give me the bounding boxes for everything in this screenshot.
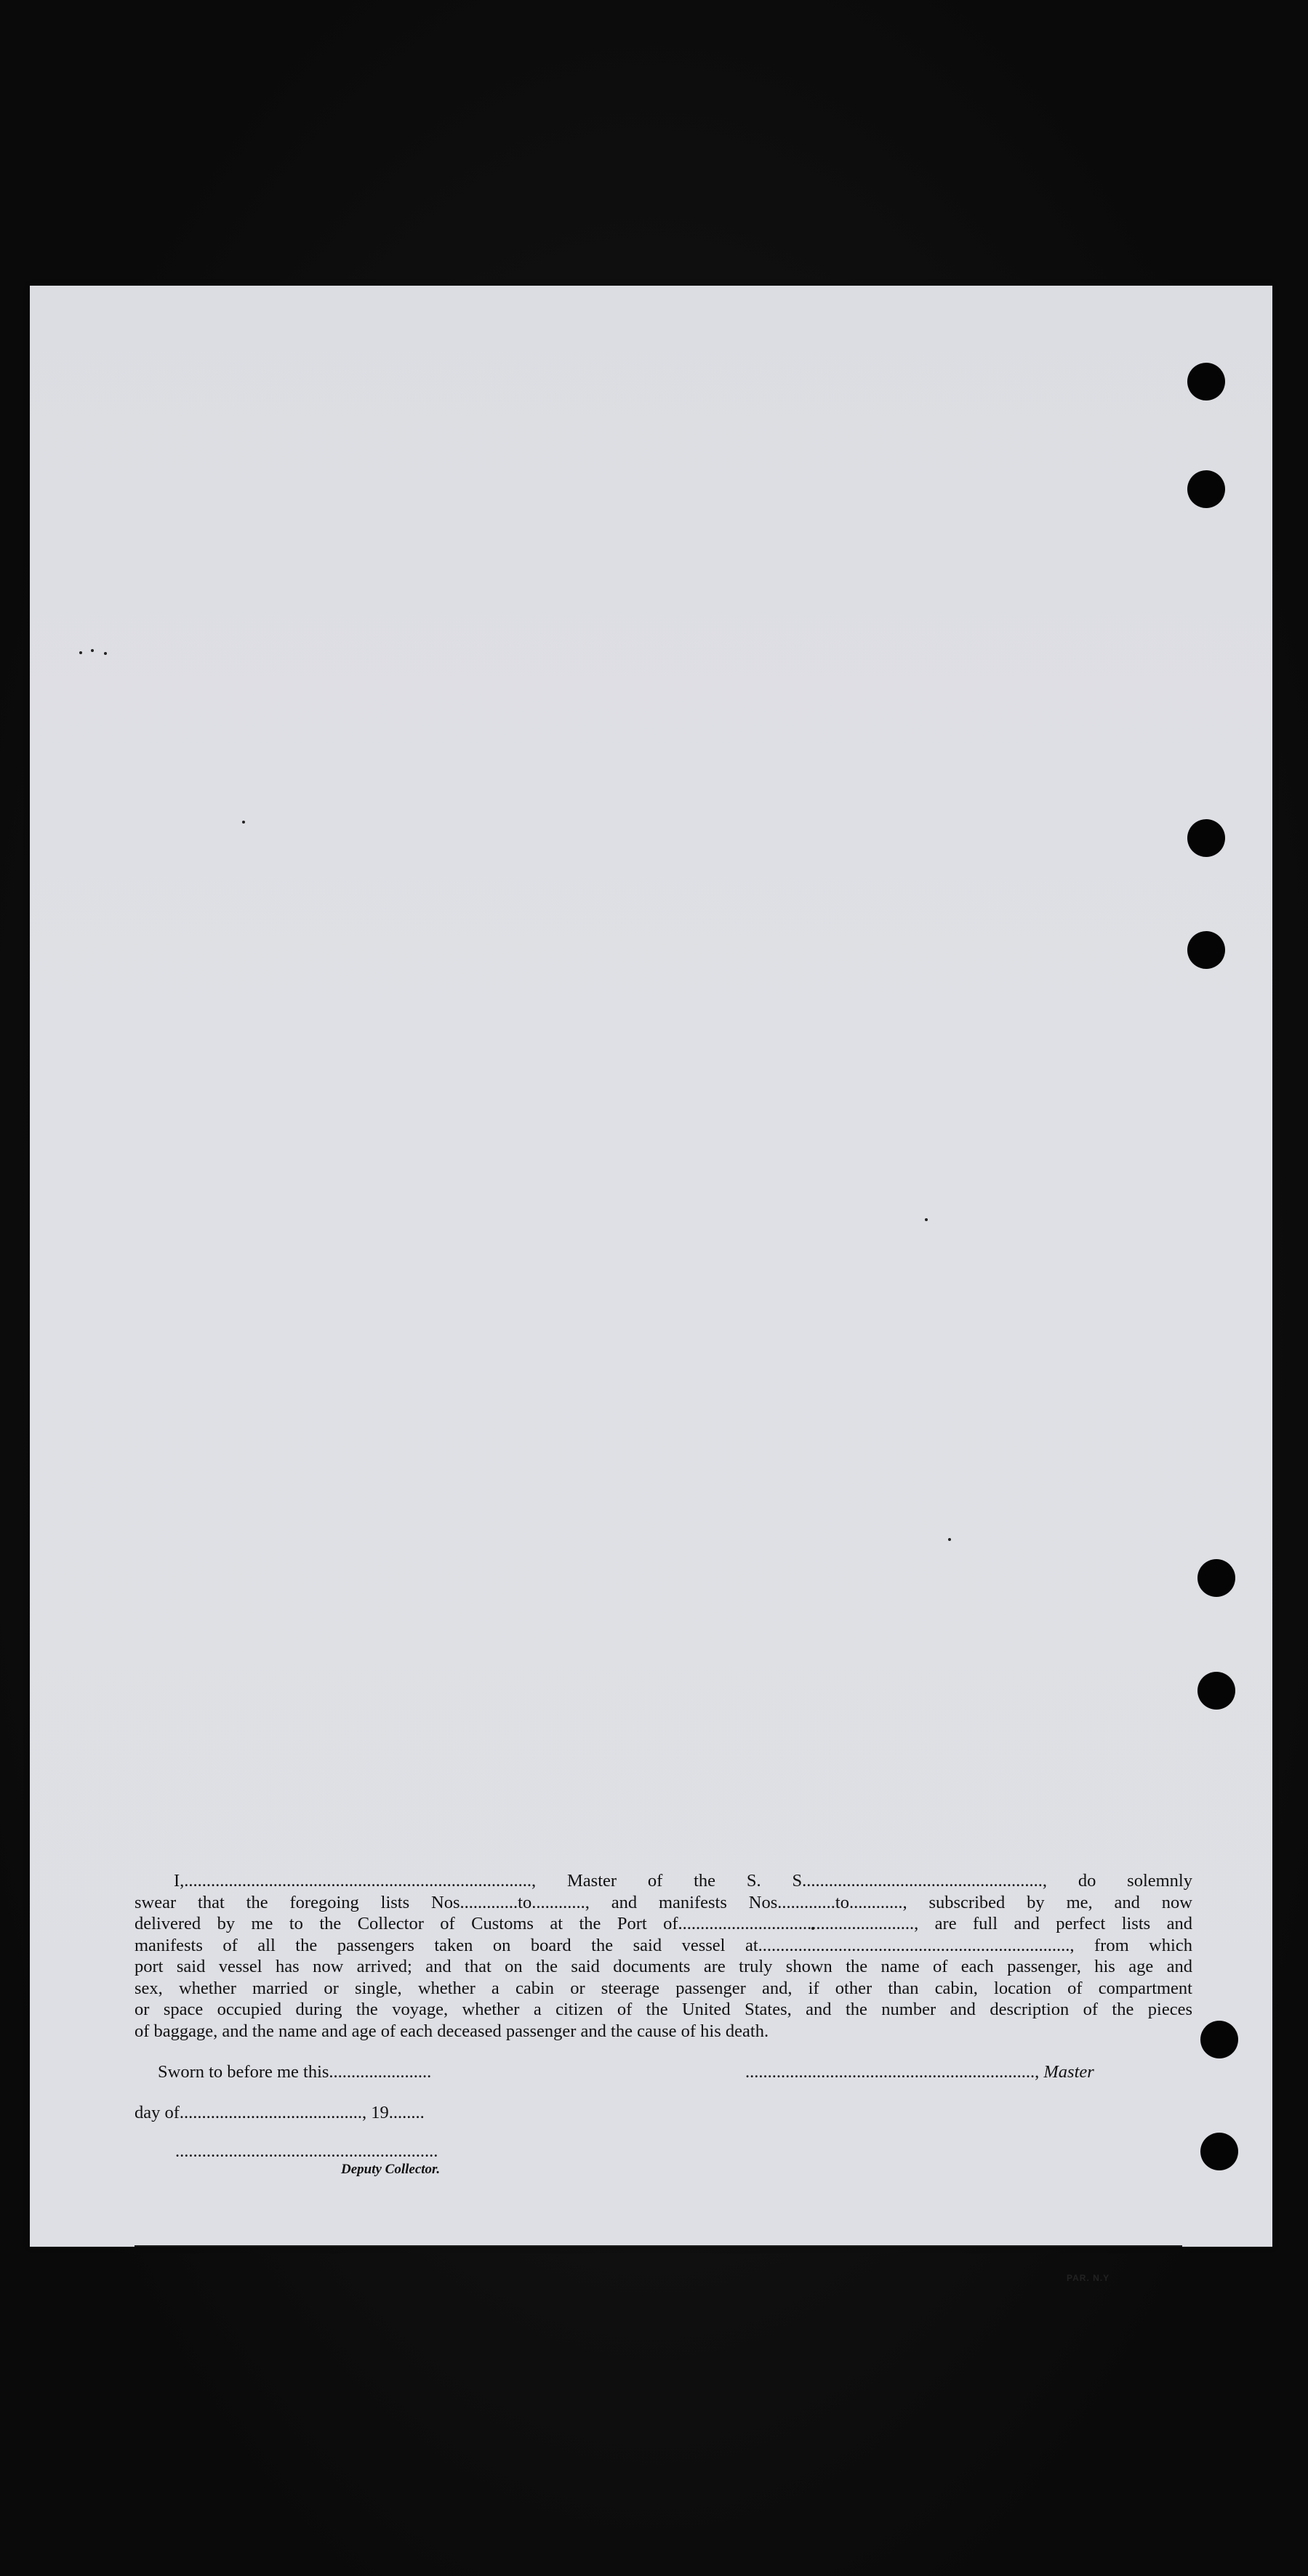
punch-hole	[1187, 470, 1225, 508]
deputy-collector-label: Deputy Collector.	[341, 2162, 441, 2177]
scan-speck	[242, 821, 245, 824]
deputy-signature-line: ...........................................................	[175, 2141, 438, 2161]
oath-line-5: port said vessel has now arrived; and that on the said documents are truly shown the name of each passenger, his age and	[135, 1957, 1192, 1976]
scan-speck	[91, 649, 94, 652]
oath-line-7: or space occupied during the voyage, whether a citizen of the United States, and the number and description of the pieces	[135, 2000, 1192, 2019]
oath-line-1	[135, 1870, 1192, 1892]
horizontal-rule	[135, 2245, 1182, 2247]
scan-speck	[948, 1538, 951, 1541]
punch-hole	[1200, 2133, 1238, 2170]
scan-speck	[79, 651, 82, 654]
master-oath-paragraph	[135, 1870, 1192, 2042]
oath-line-2: swear that the foregoing lists Nos.............to............, and manifests Nos.............to............, subscribed by me, and now	[135, 1892, 1192, 1912]
oath-line-3: delivered by me to the Collector of Customs at the Port of....................................................., are full and perfect lists and	[135, 1914, 1192, 1933]
master-signature-dots: .................................................................,	[745, 2062, 1044, 2082]
day-of-line: day of........................................., 19........	[135, 2103, 425, 2122]
sworn-before-line: Sworn to before me this.......................	[158, 2062, 432, 2082]
scan-speck	[104, 652, 107, 655]
oath-line-1-text: I,.............................................................................., Master of the S. S......................................................, do solemnly	[174, 1871, 1192, 1891]
punch-hole	[1187, 819, 1225, 857]
oath-line-6: sex, whether married or single, whether a cabin or steerage passenger and, if other than cabin, location of compartment	[135, 1978, 1192, 1998]
punch-hole	[1197, 1672, 1235, 1710]
form-code: PAR. N.Y	[1067, 2273, 1110, 2283]
punch-hole	[1200, 2021, 1238, 2058]
manifest-sheet	[30, 286, 1272, 2283]
scan-speck	[925, 1218, 928, 1221]
punch-hole	[1187, 363, 1225, 401]
punch-hole	[1197, 1559, 1235, 1597]
oath-line-4: manifests of all the passengers taken on board the said vessel at......................................................................, from which	[135, 1935, 1192, 1955]
master-signature-line	[745, 2062, 1094, 2082]
punch-hole	[1187, 931, 1225, 969]
oath-line-8: of baggage, and the name and age of each deceased passenger and the cause of his death.	[135, 2021, 769, 2041]
master-label: Master	[1043, 2062, 1094, 2082]
